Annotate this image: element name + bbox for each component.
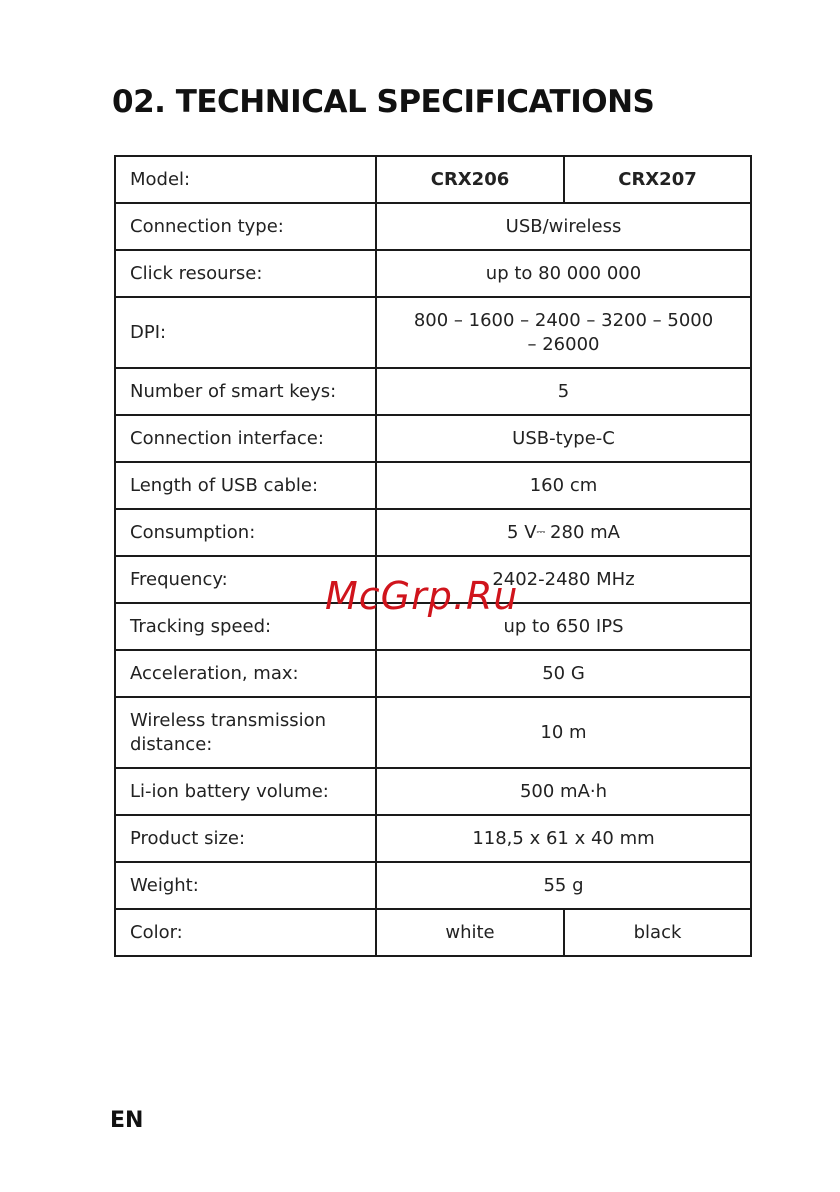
table-row [115,697,751,768]
spec-label: Consumption: [115,509,376,556]
color-label: Color: [115,909,376,956]
table-row [115,250,751,297]
spec-label: Li-ion battery volume: [115,768,376,815]
spec-label [115,697,376,768]
table-row [115,650,751,697]
consumption-current: 280 mA [544,522,620,543]
spec-value: up to 80 000 000 [376,250,751,297]
model-crx206: CRX206 [376,156,564,203]
spec-value: 160 cm [376,462,751,509]
table-row [115,203,751,250]
page-title: 02. TECHNICAL SPECIFICATIONS [112,84,655,120]
spec-value: 10 m [376,697,751,768]
spec-value: up to 650 IPS [376,603,751,650]
spec-label: Connection interface: [115,415,376,462]
spec-value: USB-type-C [376,415,751,462]
spec-value: 118,5 x 61 x 40 mm [376,815,751,862]
table-row [115,462,751,509]
table-row [115,415,751,462]
dpi-value-line-2: – 26000 [527,333,600,355]
spec-label: Weight: [115,862,376,909]
spec-value [376,297,751,368]
spec-value: USB/wireless [376,203,751,250]
table-row [115,768,751,815]
spec-label: Length of USB cable: [115,462,376,509]
dc-symbol-icon: ⎓ [536,525,545,538]
spec-label: DPI: [115,297,376,368]
spec-value: 50 G [376,650,751,697]
spec-label: Product size: [115,815,376,862]
spec-value: 500 mA·h [376,768,751,815]
model-crx207: CRX207 [564,156,751,203]
spec-label: Frequency: [115,556,376,603]
model-label: Model: [115,156,376,203]
table-row [115,862,751,909]
spec-label: Acceleration, max: [115,650,376,697]
spec-label-line-1: Wireless transmission [130,709,327,731]
spec-value [376,509,751,556]
spec-value: 55 g [376,862,751,909]
table-row [115,297,751,368]
spec-label: Tracking speed: [115,603,376,650]
consumption-voltage: 5 V [507,522,537,543]
table-row-color [115,909,751,956]
table-row [115,368,751,415]
watermark: McGrp.Ru [325,574,519,618]
table-row [115,815,751,862]
table-row-model [115,156,751,203]
spec-label: Click resourse: [115,250,376,297]
spec-label: Connection type: [115,203,376,250]
spec-label-line-2: distance: [130,733,213,755]
specifications-table [114,155,752,957]
color-crx206: white [376,909,564,956]
spec-value: 2402-2480 MHz [376,556,751,603]
spec-value: 5 [376,368,751,415]
color-crx207: black [564,909,751,956]
table-row [115,509,751,556]
dpi-value-line-1: 800 – 1600 – 2400 – 3200 – 5000 [413,309,714,331]
spec-label: Number of smart keys: [115,368,376,415]
language-code: EN [110,1108,144,1133]
